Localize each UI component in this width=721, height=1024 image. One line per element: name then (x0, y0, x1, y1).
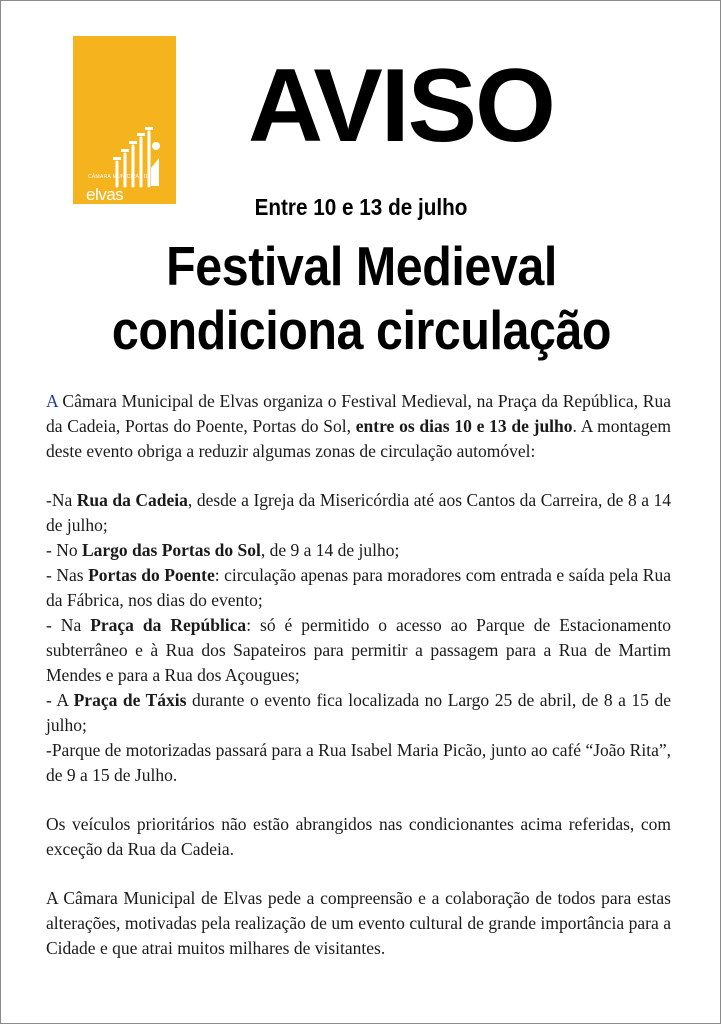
list-item (46, 538, 671, 563)
event-dates: Entre 10 e 13 de julho (254, 194, 468, 220)
item-text: : circulação apenas para moradores com entrada e saída pela Rua da Fábrica, nos dias do evento; (46, 565, 671, 610)
intro-first-letter: A (46, 391, 58, 411)
notice-body (46, 389, 671, 961)
item-prefix: - A (46, 690, 74, 710)
item-text: , de 9 a 14 de julho; (260, 540, 400, 560)
list-item (46, 613, 671, 688)
camara-elvas-logo (73, 36, 176, 204)
list-item (46, 738, 671, 788)
item-text: , desde a Igreja da Misericórdia até aos Cantos da Carreira, de 8 a 14 de julho; (46, 490, 672, 535)
item-bold: Rua da Cadeia (76, 490, 188, 510)
item-bold: Largo das Portas do Sol (81, 540, 261, 560)
headline-line-2: condiciona circulação (111, 299, 612, 361)
page-title: AVISO (248, 48, 554, 164)
headline-line-1: Festival Medieval (166, 235, 557, 297)
spacer (46, 464, 671, 488)
item-prefix: - Nas (46, 565, 89, 585)
spacer (46, 862, 671, 886)
intro-paragraph (46, 389, 671, 464)
list-item (46, 563, 671, 613)
priority-paragraph: Os veículos prioritários não estão abrangidos nas condicionantes acima referidas, com exceção da Rua da Cadeia. (46, 814, 671, 859)
item-bold: Portas do Poente (88, 565, 215, 585)
item-prefix: - Na (46, 615, 91, 635)
item-bold: Praça da República (90, 615, 247, 635)
item-prefix: -Parque de motorizadas passará para a Rua Isabel Maria Picão, junto ao café “João Rita”, de 9 a 15 de Julho. (46, 740, 671, 785)
item-bold: Praça de Táxis (73, 690, 187, 710)
closing-paragraph: A Câmara Municipal de Elvas pede a compreensão e a colaboração de todos para estas alterações, motivadas pela realização de um evento cultural de grande importância para a Cidade e que atrai muitos milhares de visitantes. (46, 888, 671, 958)
list-item (46, 488, 671, 538)
logo-small-text: CÂMARA MUNICIPAL DE (88, 174, 152, 180)
logo-name: elvas (86, 185, 124, 204)
item-text: : só é permitido o acesso ao Parque de Estacionamento subterrâneo e à Rua dos Sapateiros para permitir a passagem para a Rua de Martim Mendes e para a Rua dos Açougues; (46, 615, 671, 685)
intro-text-1: Câmara Municipal de Elvas organiza o Festival Medieval, na Praça da República, Rua da Cadeia, Portas do Poente, Portas do Sol, (46, 391, 671, 436)
intro-text-2: . A montagem deste evento obriga a reduzir algumas zonas de circulação automóvel: (46, 416, 672, 461)
spacer (46, 788, 671, 812)
intro-bold: entre os dias 10 e 13 de julho (355, 416, 573, 436)
item-text: durante o evento fica localizada no Largo 25 de abril, de 8 a 15 de julho; (46, 690, 671, 735)
list-item (46, 688, 671, 738)
item-prefix: - No (46, 540, 82, 560)
headline (62, 234, 661, 362)
item-prefix: -Na (46, 490, 77, 510)
